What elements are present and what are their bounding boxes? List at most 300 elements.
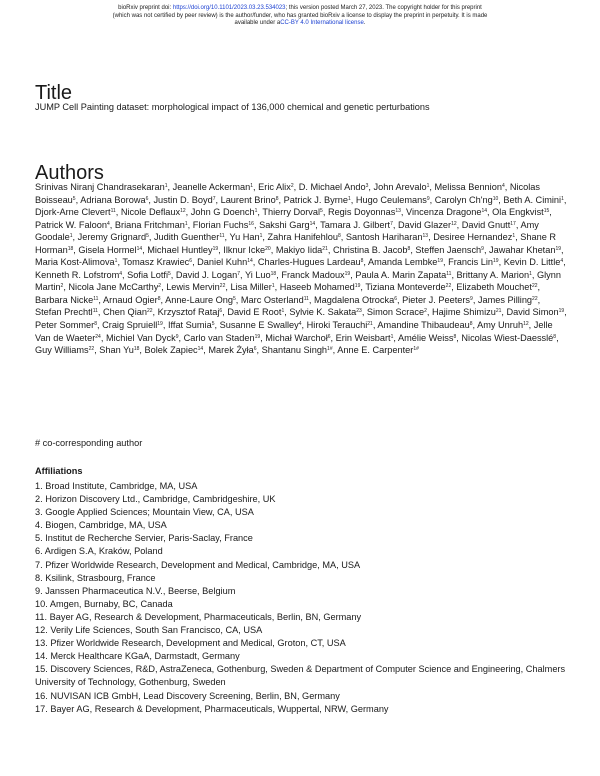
author-affiliation-marker: 13 bbox=[395, 208, 401, 215]
author-affiliation-marker: 19 bbox=[344, 270, 351, 277]
author-entry bbox=[398, 220, 457, 230]
author-name: Nicolas Boisseau bbox=[35, 182, 540, 205]
author-entry bbox=[489, 245, 561, 255]
author-entry bbox=[268, 232, 341, 242]
author-entry bbox=[456, 282, 537, 292]
author-name: Stefan Prechtl bbox=[35, 307, 93, 318]
author-name: David Gnutt bbox=[461, 219, 511, 230]
author-entry bbox=[299, 182, 369, 192]
author-entry bbox=[168, 320, 215, 330]
author-name: Kevin D. Little bbox=[503, 257, 561, 268]
author-affiliation-marker: 19 bbox=[437, 258, 443, 265]
author-name: Shantanu Singh bbox=[261, 345, 328, 356]
author-affiliation-marker: 21 bbox=[322, 245, 328, 252]
author-entry bbox=[80, 195, 148, 205]
author-name: Simon Scrace bbox=[366, 307, 425, 318]
author-affiliation-marker: 1 bbox=[512, 233, 516, 240]
author-entry bbox=[102, 320, 163, 330]
author-entry bbox=[35, 345, 94, 355]
author-name: Erin Weisbart bbox=[335, 332, 391, 343]
author-affiliation-marker: 3 bbox=[365, 183, 369, 189]
author-name: Jeanelle Ackerman bbox=[172, 182, 251, 192]
author-entry bbox=[35, 270, 122, 280]
author-entry bbox=[281, 270, 350, 280]
author-affiliation-marker: 14 bbox=[247, 258, 253, 265]
author-affiliation-marker: 4 bbox=[107, 220, 110, 227]
author-affiliation-marker: 12 bbox=[523, 321, 529, 328]
author-affiliation-marker: 1 bbox=[114, 258, 118, 265]
author-affiliation-marker: 8 bbox=[360, 258, 364, 265]
author-name: Gisela Hormel bbox=[78, 244, 137, 255]
author-entry bbox=[333, 245, 410, 255]
author-affiliation-marker: 6 bbox=[327, 333, 331, 340]
doi-link[interactable]: https://doi.org/10.1101/2023.03.23.534023 bbox=[172, 5, 286, 11]
author-name: Tamara J. Gilbert bbox=[320, 219, 391, 230]
author-name: Lisa Miller bbox=[230, 282, 272, 293]
author-entry bbox=[265, 333, 330, 343]
author-entry bbox=[262, 345, 333, 355]
author-affiliation-marker: 18 bbox=[270, 270, 277, 277]
author-entry bbox=[365, 282, 451, 292]
affiliation-item: 17. Bayer AG, Research & Development, Pharmaceuticals, Wuppertal, NRW, Germany bbox=[35, 703, 389, 714]
author-affiliation-marker: 23 bbox=[356, 308, 362, 315]
author-name: John G Doench bbox=[190, 207, 255, 218]
author-affiliation-marker: 9 bbox=[175, 333, 179, 340]
author-entry bbox=[193, 220, 254, 230]
author-entry bbox=[328, 207, 401, 217]
author-affiliation-marker: 22 bbox=[531, 283, 538, 290]
author-affiliation-marker: 1 bbox=[281, 308, 285, 315]
author-affiliation-marker: 19 bbox=[354, 283, 361, 290]
author-name: Peter Sommer bbox=[35, 320, 95, 331]
author-entry bbox=[280, 282, 361, 292]
author-name: Marc Osterland bbox=[240, 294, 304, 305]
author-name: Ilknur Icke bbox=[223, 244, 266, 255]
header-line-2: (which was not certified by peer review) is the author/funder, who has granted bioRxiv a license to display the preprint in perpetuity. It is made bbox=[112, 12, 488, 19]
author-affiliation-marker: 19 bbox=[254, 333, 261, 340]
author-entry bbox=[368, 257, 443, 267]
author-entry bbox=[307, 320, 373, 330]
author-name: Francis Lin bbox=[448, 257, 494, 268]
author-name: D. Michael Ando bbox=[298, 182, 366, 192]
author-entry bbox=[35, 295, 98, 305]
author-name: Judith Guenther bbox=[153, 232, 220, 243]
author-name: Sylvie K. Sakata bbox=[289, 307, 357, 318]
affiliation-item: 11. Bayer AG, Research & Development, Pharmaceuticals, Berlin, BN, Germany bbox=[35, 611, 362, 622]
affiliation-item: 7. Pfizer Worldwide Research, Development and Medical, Cambridge, MA, USA bbox=[35, 559, 361, 570]
author-name: Magdalena Otrocka bbox=[314, 294, 395, 305]
author-entry bbox=[492, 207, 549, 217]
author-affiliation-marker: 15 bbox=[543, 208, 550, 215]
author-entry bbox=[432, 307, 501, 317]
author-affiliation-marker: 22 bbox=[532, 295, 538, 302]
header-line-3-prefix: available under a bbox=[234, 20, 281, 26]
author-affiliation-marker: 22 bbox=[445, 283, 452, 290]
author-entry bbox=[504, 257, 563, 267]
author-entry bbox=[289, 307, 361, 317]
author-name: Briana Fritchman bbox=[114, 219, 185, 230]
author-entry bbox=[230, 282, 274, 292]
author-name: Jawahar Khetan bbox=[489, 244, 556, 255]
author-entry bbox=[336, 333, 394, 343]
author-entry bbox=[106, 333, 179, 343]
author-affiliation-marker: 21 bbox=[495, 308, 502, 315]
author-affiliation-marker: 7 bbox=[212, 195, 216, 202]
author-affiliation-marker: 2 bbox=[158, 283, 162, 290]
author-name: Susanne E Swalley bbox=[219, 320, 299, 331]
author-name: Srinivas Niranj Chandrasekaran bbox=[35, 182, 165, 192]
author-entry bbox=[406, 207, 487, 217]
author-affiliation-marker: 16 bbox=[248, 220, 254, 227]
author-affiliation-marker: 9 bbox=[481, 245, 484, 252]
author-name: Amélie Weiss bbox=[398, 332, 454, 343]
author-name: Tomasz Krawiec bbox=[122, 257, 190, 268]
affiliation-item: 13. Pfizer Worldwide Research, Development and Medical, Groton, CT, USA bbox=[35, 638, 346, 649]
affiliation-list bbox=[35, 480, 570, 716]
author-affiliation-marker: 11 bbox=[110, 208, 116, 215]
author-affiliation-marker: 4 bbox=[501, 183, 505, 189]
author-affiliation-marker: 5 bbox=[72, 195, 76, 202]
affiliation-item: 4. Biogen, Cambridge, MA, USA bbox=[35, 520, 167, 531]
author-name: Zahra Hanifehlou bbox=[267, 232, 339, 243]
author-entry bbox=[176, 270, 240, 280]
author-name: Beth A. Cimini bbox=[503, 194, 562, 205]
author-name: Lewis Mervin bbox=[166, 282, 220, 293]
author-affiliation-marker: 13 bbox=[422, 233, 429, 240]
author-entry bbox=[145, 345, 204, 355]
author-entry bbox=[457, 270, 532, 280]
author-list: Srinivas Niranj Chandrasekaran$^1$, Jeanelle Ackerman$^1$, Eric Alix$^2$, D. Michael Ando$^3$, John Arevalo$^1$, Melissa Bennion$^4$, Nicolas Boisseau$^5$, Adriana Borowa$^6$, Justin D. Boyd$^7$, Laurent Brino$^8$, Patrick J. Byrne$^1$, Hugo Ceulemans$^9$, Carolyn $Ch'ng^{10}$, Beth A. Cimini$^1$, Djork-Arne Clevert$^{11}$, Nicole Deflaux$^{12}$, John G Doench$^1$, Thierry Dorval$^5$, Regis Doyonnas$^{13}$, Vincenza Dragone$^{14}$, Ola Engkvist$^{15}$, Patrick W. Faloon$^4$, Briana Fritchman$^1$, Florian Fuchs$^{16}$, Sakshi Garg$^{14}$, Tamara J. Gilbert$^7$, David Glazer$^{12}$, David Gnutt$^{17}$, Amy Goodale$^1$, Jeremy Grignard$^5$, Judith Guenther$^{11}$, Yu Han$^1$, Zahra Hanifehlou$^8$, Santosh Hariharan$^{13}$, Desiree Hernandez$^1$, Shane R Horman$^{18}$, Gisela Hormel$^{14}$, Michael Huntley$^{19}$, Ilknur Icke$^{20}$, Makiyo Iida$^{21}$, Christina B. Jacob$^8$, Steffen Jaensch$^9$, Jawahar Khetan$^{19}$, Maria Kost-Alimova$^1$, Tomasz Krawiec$^6$, Daniel Kuhn$^{14}$, Charles-Hugues Lardeau$^8$, Amanda Lembke$^{19}$, Francis Lin$^{19}$, Kevin D. Little$^4$, Kenneth R. Lofstrom$^4$, Sofia Lotfi$^5$, David J. Logan$^7$, Yi Luo$^{18}$, Franck Madoux$^{19}$, Paula A. Marin Zapata$^{11}$, Brittany A. Marion$^1$, Glynn Martin$^2$, Nicola Jane McCarthy$^2$, Lewis Mervin$^{22}$, Lisa Miller$^1$, Haseeb Mohamed$^{19}$, Tiziana Monteverde$^{22}$, Elizabeth Mouchet$^{22}$, Barbara Nicke$^{11}$, Arnaud Ogier$^8$, Anne-Laure Ong$^5$, Marc Osterland$^{11}$, Magdalena Otrocka$^6$, Pieter J. Peeters$^9$, James Pilling$^{22}$, Stefan Prechtl$^{11}$, Chen Qian$^{22}$, Krzysztof Rataj$^6$, David E Root$^1$, Sylvie K. Sakata$^{23}$, Simon Scrace$^2$, Hajime Shimizu$^{21}$, David Simon$^{19}$, Peter Sommer$^8$, Craig Spruiell$^{19}$, Iffat Sumia$^5$, Susanne E Swalley$^4$, Hiroki Terauchi$^{21}$, Amandine Thibaudeau$^8$, Amy Unruh$^{12}$, Jelle Van de Waeter$^{24}$, Michiel Van Dyck$^9$, Carlo van Staden$^{19}$, Michał Warchoł$^6$, Erin Weisbart$^1$, Amélie Weiss$^8$, Nicolas Wiest-Daesslé$^8$, Guy Williams$^{22}$, Shan Yu$^{18}$, Bolek Zapiec$^{14}$, Marek Żyła$^6$, Shantanu Singh$^{1\#}$, Anne E. Carpenter$^{1\#}$ bbox=[35, 182, 567, 356]
affiliation-item: 15. Discovery Sciences, R&D, AstraZeneca, Gothenburg, Sweden & Department of Computer Science and Engineering, Chalmers University of Technology, Gothenburg, Sweden bbox=[35, 664, 566, 688]
author-entry bbox=[158, 307, 223, 317]
title-heading: Title bbox=[35, 82, 73, 105]
affiliation-item: 3. Google Applied Sciences; Mountain View, CA, USA bbox=[35, 507, 254, 518]
author-name: Pieter J. Peeters bbox=[402, 294, 471, 305]
author-name: John Arevalo bbox=[373, 182, 427, 192]
author-entry bbox=[122, 257, 192, 267]
author-name: Melissa Bennion bbox=[434, 182, 502, 192]
author-affiliation-marker: 5 bbox=[233, 295, 236, 302]
author-entry bbox=[433, 232, 515, 242]
author-entry bbox=[165, 295, 236, 305]
author-name: Brittany A. Marion bbox=[456, 269, 530, 280]
author-affiliation-marker: 1 bbox=[164, 183, 168, 189]
author-affiliation-marker: 1 bbox=[250, 183, 254, 189]
author-entry bbox=[35, 307, 98, 317]
author-affiliation-marker: 22 bbox=[146, 308, 153, 315]
author-name: Jelle Van de Waeter bbox=[35, 320, 553, 343]
author-affiliation-marker: 1 bbox=[69, 233, 73, 240]
author-affiliation-marker: 18 bbox=[133, 346, 140, 353]
author-name: Desiree Hernandez bbox=[433, 232, 513, 243]
author-affiliation-marker: 2 bbox=[424, 308, 427, 315]
author-name: Adriana Borowa bbox=[80, 194, 146, 205]
author-name: Krzysztof Rataj bbox=[157, 307, 220, 318]
author-entry bbox=[402, 295, 473, 305]
author-entry bbox=[227, 307, 284, 317]
author-affiliation-marker: 9 bbox=[426, 195, 430, 202]
affiliation-item: 6. Ardigen S.A, Kraków, Poland bbox=[35, 546, 163, 557]
author-affiliation-marker: 20 bbox=[265, 245, 271, 252]
author-name: Eric Alix bbox=[258, 182, 291, 192]
author-affiliation-marker: 1 bbox=[184, 220, 188, 227]
author-entry bbox=[477, 320, 529, 330]
author-affiliation-marker: 18 bbox=[67, 245, 74, 252]
author-entry bbox=[367, 307, 427, 317]
author-affiliation-marker: 1 bbox=[426, 183, 430, 189]
author-affiliation-marker: 19 bbox=[212, 245, 219, 252]
author-affiliation-marker: 1 bbox=[254, 208, 258, 215]
author-affiliation-marker: 11 bbox=[219, 233, 225, 240]
author-name: Maria Kost-Alimova bbox=[35, 257, 115, 268]
author-name: Shane R Horman bbox=[35, 232, 557, 255]
author-name: Charles-Hugues Lardeau bbox=[257, 257, 361, 268]
author-name: David E Root bbox=[227, 307, 282, 318]
author-name: Yu Han bbox=[229, 232, 260, 243]
author-name: Jeremy Grignard bbox=[77, 232, 147, 243]
author-affiliation-marker: 21 bbox=[367, 321, 373, 328]
author-affiliation-marker: 11 bbox=[92, 308, 98, 315]
header-line-1 bbox=[0, 5, 600, 13]
author-name: Carlo van Staden bbox=[183, 332, 255, 343]
author-entry bbox=[259, 220, 315, 230]
author-entry bbox=[478, 295, 538, 305]
author-name: Tiziana Monteverde bbox=[365, 282, 446, 293]
authors-heading: Authors bbox=[35, 162, 104, 185]
author-name: Hajime Shimizu bbox=[432, 307, 496, 318]
author-name: David Simon bbox=[506, 307, 559, 318]
author-entry bbox=[154, 232, 225, 242]
author-name: James Pilling bbox=[477, 294, 533, 305]
author-entry bbox=[314, 295, 397, 305]
affiliation-item: 16. NUVISAN ICB GmbH, Lead Discovery Screening, Berlin, BN, Germany bbox=[35, 690, 340, 701]
author-affiliation-marker: 14 bbox=[136, 245, 143, 252]
author-name: Michiel Van Dyck bbox=[105, 332, 176, 343]
author-name: Carolyn Ch'ng bbox=[434, 194, 493, 205]
preprint-header bbox=[0, 5, 600, 28]
header-line-3 bbox=[0, 20, 600, 28]
author-entry bbox=[245, 270, 276, 280]
author-name: Vincenza Dragone bbox=[406, 207, 482, 218]
author-entry bbox=[355, 270, 451, 280]
author-entry bbox=[462, 220, 516, 230]
author-entry bbox=[78, 232, 149, 242]
author-entry bbox=[35, 207, 116, 217]
author-entry bbox=[223, 245, 270, 255]
author-name: Amandine Thibaudeau bbox=[377, 320, 470, 331]
author-affiliation-marker: 14 bbox=[481, 208, 488, 215]
author-entry bbox=[346, 232, 428, 242]
author-affiliation-marker: 2 bbox=[60, 283, 64, 290]
author-entry bbox=[377, 320, 472, 330]
author-name: Guy Williams bbox=[35, 345, 89, 356]
author-name: Marek Żyła bbox=[208, 345, 254, 356]
author-name: Franck Madoux bbox=[281, 269, 345, 280]
author-entry bbox=[284, 195, 351, 205]
author-name: Bolek Zapiec bbox=[144, 345, 198, 356]
author-name: Anne-Laure Ong bbox=[165, 294, 234, 305]
author-name: Regis Doyonnas bbox=[327, 207, 396, 218]
author-affiliation-marker: 6 bbox=[219, 308, 223, 315]
author-affiliation-marker: 6 bbox=[394, 295, 397, 302]
author-name: Santosh Hariharan bbox=[345, 232, 423, 243]
author-name: Steffen Jaensch bbox=[415, 244, 482, 255]
author-entry bbox=[99, 345, 139, 355]
author-entry bbox=[115, 220, 188, 230]
author-entry bbox=[230, 232, 263, 242]
author-affiliation-marker: 5 bbox=[146, 233, 149, 240]
author-entry bbox=[398, 333, 456, 343]
author-entry bbox=[507, 307, 565, 317]
author-affiliation-marker: 19 bbox=[555, 245, 562, 252]
author-name: Patrick J. Byrne bbox=[283, 194, 348, 205]
author-affiliation-marker: 1 bbox=[347, 195, 351, 202]
author-affiliation-marker: 22 bbox=[88, 346, 95, 353]
author-name: Christina B. Jacob bbox=[332, 244, 408, 255]
author-entry bbox=[337, 345, 419, 355]
author-entry bbox=[35, 220, 110, 230]
author-entry bbox=[103, 295, 160, 305]
author-entry bbox=[276, 245, 328, 255]
author-affiliation-marker: 19 bbox=[493, 258, 499, 265]
author-affiliation-marker: 8 bbox=[553, 333, 557, 340]
author-name: Iffat Sumia bbox=[167, 320, 212, 331]
author-affiliation-marker: 6 bbox=[145, 195, 149, 202]
header-line-1-suffix: ; this version posted March 27, 2023. The copyright holder for this preprint bbox=[285, 5, 482, 11]
author-affiliation-marker: 11 bbox=[93, 295, 99, 302]
author-entry bbox=[35, 182, 168, 192]
author-name: Florian Fuchs bbox=[192, 219, 249, 230]
author-entry bbox=[103, 307, 153, 317]
affiliation-item: 5. Institut de Recherche Servier, Paris-Saclay, France bbox=[35, 533, 253, 544]
author-affiliation-marker: 4 bbox=[560, 258, 564, 265]
author-affiliation-marker: 6 bbox=[253, 346, 257, 353]
author-affiliation-marker: 1 bbox=[561, 195, 564, 202]
author-name: Nicole Deflaux bbox=[120, 207, 181, 218]
author-name: Michael Huntley bbox=[147, 244, 213, 255]
author-affiliation-marker: 5 bbox=[211, 321, 215, 328]
affiliation-item: 12. Verily Life Sciences, South San Francisco, CA, USA bbox=[35, 625, 263, 636]
author-entry bbox=[356, 195, 430, 205]
author-name: Paula A. Marin Zapata bbox=[355, 269, 447, 280]
author-name: Ola Engkvist bbox=[492, 207, 544, 218]
author-affiliation-marker: 19 bbox=[558, 308, 565, 315]
author-affiliation-marker: 7 bbox=[390, 220, 393, 227]
header-line-1-prefix: bioRxiv preprint doi: bbox=[118, 5, 173, 11]
affiliations-heading: Affiliations bbox=[35, 466, 83, 476]
paper-title: JUMP Cell Painting dataset: morphological impact of 136,000 chemical and genetic perturbations bbox=[35, 102, 430, 112]
author-entry bbox=[435, 182, 505, 192]
author-affiliation-marker: 5 bbox=[320, 208, 323, 215]
affiliation-item: 8. Ksilink, Strasbourg, France bbox=[35, 572, 156, 583]
author-entry bbox=[221, 195, 279, 205]
author-entry bbox=[121, 207, 186, 217]
author-affiliation-marker: 8 bbox=[94, 321, 98, 328]
author-entry bbox=[258, 182, 293, 192]
author-name: Daniel Kuhn bbox=[197, 257, 248, 268]
author-entry bbox=[184, 333, 261, 343]
author-affiliation-marker: 1 bbox=[390, 333, 394, 340]
author-name: Yi Luo bbox=[244, 269, 271, 280]
author-name: Barbara Nicke bbox=[35, 294, 94, 305]
author-entry bbox=[78, 245, 142, 255]
author-name: Arnaud Ogier bbox=[103, 294, 158, 305]
author-name: Patrick W. Faloon bbox=[35, 219, 107, 230]
author-entry bbox=[448, 257, 499, 267]
author-name: Thierry Dorval bbox=[262, 207, 321, 218]
author-entry bbox=[461, 333, 556, 343]
author-name: Shan Yu bbox=[99, 345, 134, 356]
author-name: Amy Unruh bbox=[477, 320, 524, 331]
author-name: Amanda Lembke bbox=[367, 257, 438, 268]
author-name: Elizabeth Mouchet bbox=[456, 282, 532, 293]
author-name: Amy Goodale bbox=[35, 219, 539, 243]
affiliation-item: 9. Janssen Pharmaceutica N.V., Beerse, Belgium bbox=[35, 585, 236, 596]
author-affiliation-marker: 17 bbox=[510, 220, 516, 227]
author-affiliation-marker: 1 bbox=[271, 283, 275, 290]
author-entry bbox=[147, 245, 218, 255]
author-affiliation-marker: 10 bbox=[492, 195, 499, 202]
affiliation-item: 10. Amgen, Burnaby, BC, Canada bbox=[35, 598, 173, 609]
author-affiliation-marker: 11 bbox=[446, 270, 452, 277]
author-affiliation-marker: 4 bbox=[119, 270, 123, 277]
author-entry bbox=[415, 245, 484, 255]
author-entry bbox=[127, 270, 171, 280]
author-entry bbox=[35, 257, 117, 267]
author-name: Kenneth R. Lofstrom bbox=[35, 269, 120, 280]
author-name: Nicolas Wiest-Daesslé bbox=[461, 332, 554, 343]
author-entry bbox=[166, 282, 225, 292]
author-affiliation-marker: 4 bbox=[298, 321, 302, 328]
author-affiliation-marker: 1# bbox=[327, 346, 333, 353]
author-name: Glynn Martin bbox=[35, 269, 561, 293]
author-affiliation-marker: 19 bbox=[157, 321, 163, 328]
author-name: David J. Logan bbox=[175, 269, 238, 280]
author-name: Haseeb Mohamed bbox=[279, 282, 355, 293]
author-affiliation-marker: 9 bbox=[470, 295, 473, 302]
author-affiliation-marker: 8 bbox=[469, 321, 473, 328]
author-name: Sakshi Garg bbox=[259, 219, 310, 230]
author-affiliation-marker: 6 bbox=[189, 258, 193, 265]
header-line-3-suffix: . bbox=[363, 20, 366, 26]
author-entry bbox=[258, 257, 363, 267]
author-affiliation-marker: 1 bbox=[259, 233, 263, 240]
author-name: Anne E. Carpenter bbox=[337, 345, 414, 356]
author-name: Justin D. Boyd bbox=[153, 194, 213, 205]
author-affiliation-marker: 14 bbox=[197, 346, 204, 353]
author-name: Michał Warchoł bbox=[265, 332, 328, 343]
author-affiliation-marker: 1# bbox=[413, 346, 419, 353]
author-entry bbox=[241, 295, 309, 305]
author-affiliation-marker: 7 bbox=[237, 270, 240, 277]
author-name: Chen Qian bbox=[103, 307, 147, 318]
author-name: Laurent Brino bbox=[220, 194, 276, 205]
author-affiliation-marker: 22 bbox=[219, 283, 226, 290]
author-entry bbox=[262, 207, 322, 217]
license-link[interactable]: CC-BY 4.0 International license bbox=[280, 20, 364, 26]
author-name: Hiroki Terauchi bbox=[306, 320, 368, 331]
author-affiliation-marker: 12 bbox=[451, 220, 457, 227]
author-entry bbox=[68, 282, 161, 292]
author-name: Hugo Ceulemans bbox=[355, 194, 427, 205]
author-name: Djork-Arne Clevert bbox=[35, 207, 111, 218]
author-affiliation-marker: 11 bbox=[303, 295, 309, 302]
author-entry bbox=[208, 345, 256, 355]
author-affiliation-marker: 14 bbox=[309, 220, 316, 227]
author-entry bbox=[374, 182, 430, 192]
author-affiliation-marker: 2 bbox=[290, 183, 294, 189]
author-entry bbox=[35, 320, 97, 330]
